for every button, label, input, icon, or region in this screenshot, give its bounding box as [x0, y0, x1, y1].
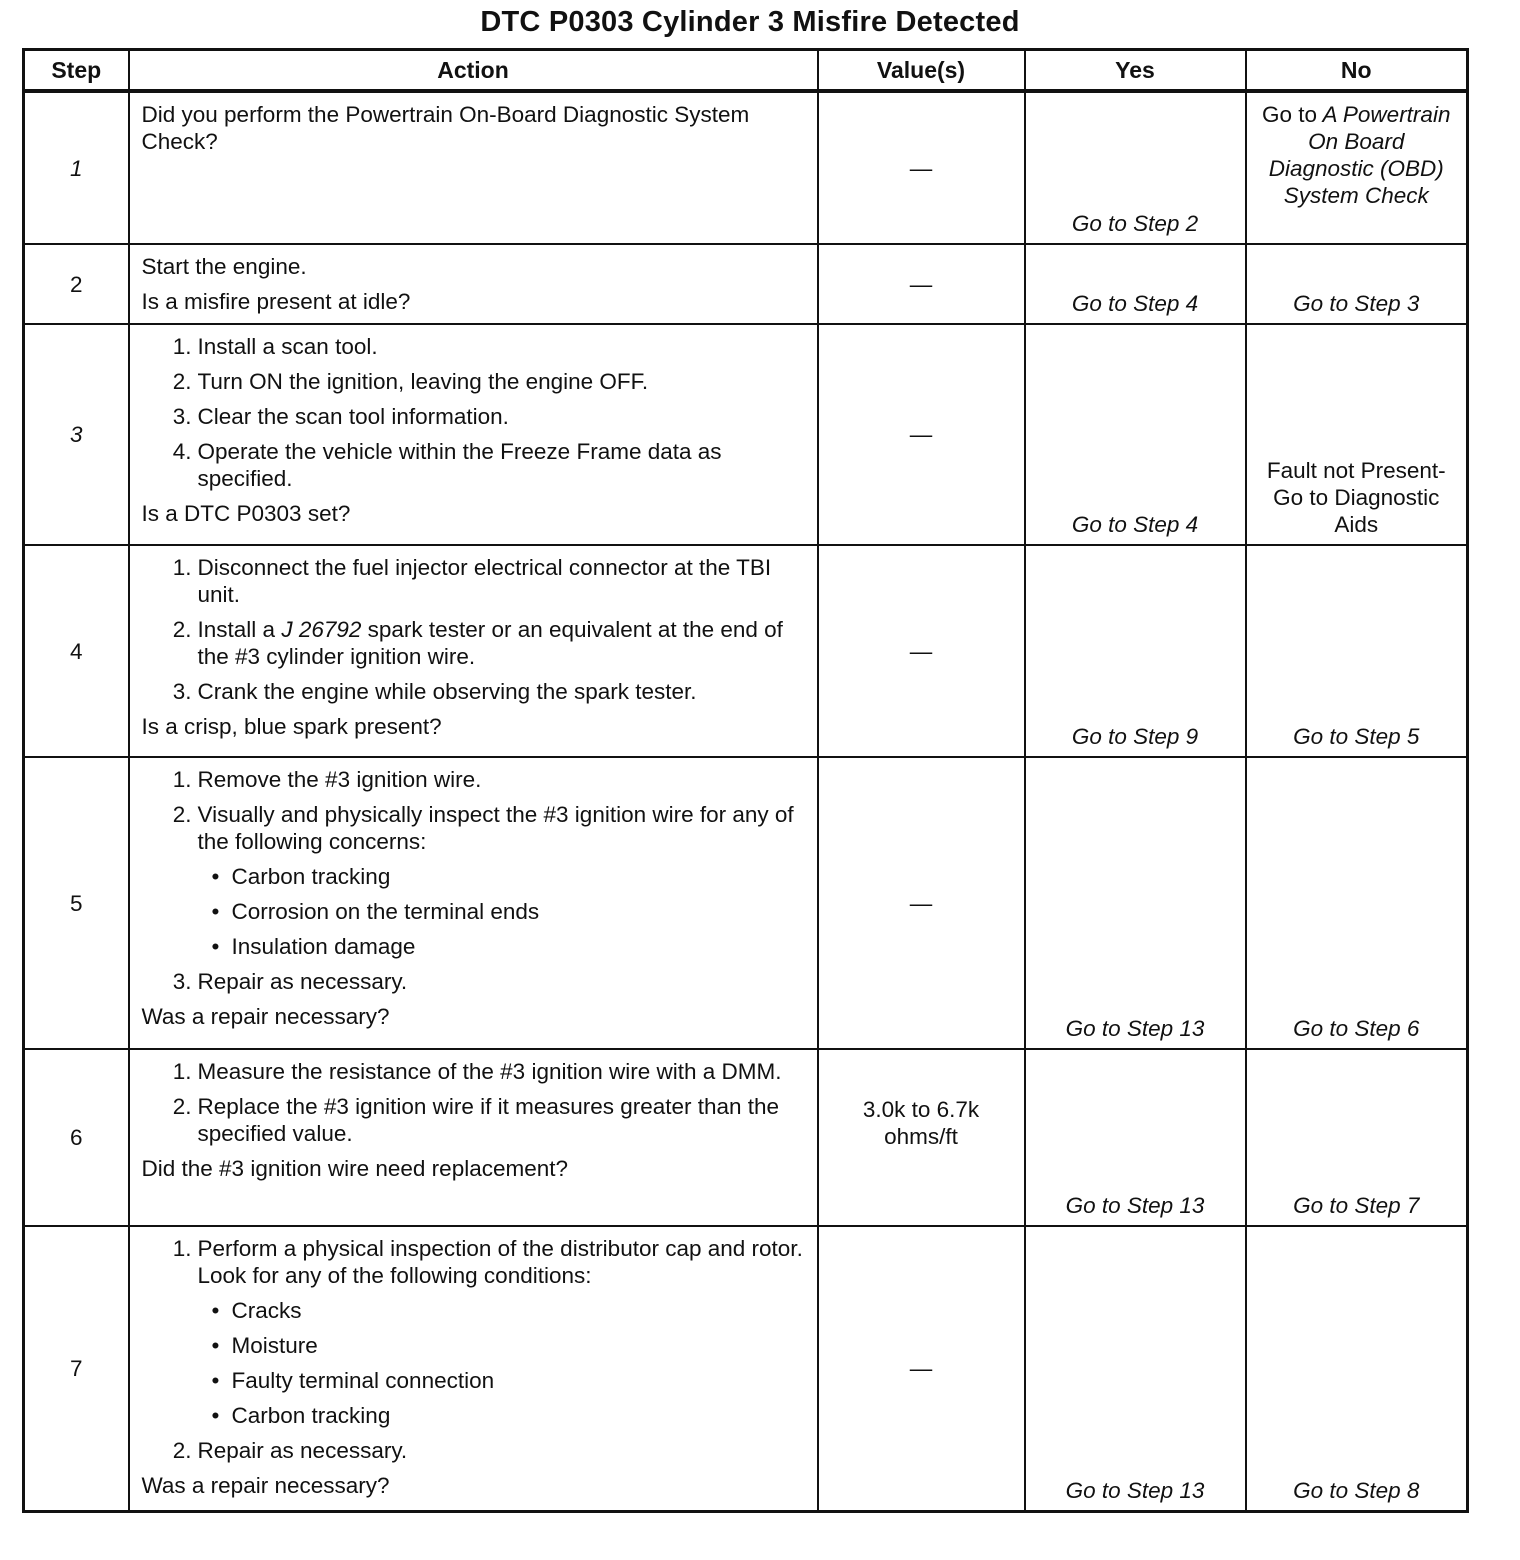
table-row	[24, 1226, 1468, 1511]
action-cell	[129, 545, 818, 757]
concern-item: • Carbon tracking	[232, 863, 805, 890]
action-text: Did you perform the Powertrain On-Board Diagnostic System Check?	[141, 102, 750, 154]
action-steps	[142, 554, 805, 705]
concern-item: • Insulation damage	[232, 933, 805, 960]
action-step: 2. Replace the #3 ignition wire if it measures greater than the specified value.	[172, 1094, 780, 1146]
action-step: 1. Install a scan tool.	[172, 334, 378, 359]
no-cell: Go to Step 6	[1246, 757, 1468, 1049]
action-step: 1. Perform a physical inspection of the distributor cap and rotor. Look for any of the following conditions: • Cracks • Moisture • Faulty terminal connection • Carbon tracking	[198, 1235, 805, 1429]
step-number: 5	[24, 757, 129, 1049]
condition-list	[198, 1297, 805, 1429]
diagnostic-table	[22, 48, 1469, 1513]
yes-cell: Go to Step 13	[1025, 757, 1246, 1049]
step-number: 2	[24, 244, 129, 324]
value-cell: —	[818, 91, 1025, 244]
action-question: Was a repair necessary?	[141, 1004, 390, 1029]
col-header-step: Step	[24, 50, 129, 92]
value-range: 3.0k to 6.7k ohms/ft	[862, 1096, 980, 1149]
action-question: Did the #3 ignition wire need replacement?	[141, 1156, 569, 1181]
condition-item: • Moisture	[232, 1332, 805, 1359]
yes-cell: Go to Step 13	[1025, 1049, 1246, 1226]
no-cell: Go to Step 5	[1246, 545, 1468, 757]
tool-number: J 26792	[281, 617, 362, 642]
table-row	[24, 324, 1468, 545]
col-header-no: No	[1246, 50, 1468, 92]
action-step: 2. Turn ON the ignition, leaving the engine OFF.	[172, 369, 649, 394]
col-header-values: Value(s)	[818, 50, 1025, 92]
yes-cell: Go to Step 4	[1025, 324, 1246, 545]
table-row	[24, 757, 1468, 1049]
action-intro: Start the engine.	[141, 254, 307, 279]
action-step: 1. Disconnect the fuel injector electrical connector at the TBI unit.	[172, 555, 772, 607]
no-cell	[1246, 91, 1468, 244]
action-step: 1. Measure the resistance of the #3 ignition wire with a DMM.	[172, 1059, 782, 1084]
action-steps	[142, 1058, 805, 1147]
action-step: 2. Repair as necessary.	[172, 1438, 408, 1463]
action-step: 4. Operate the vehicle within the Freeze Frame data as specified.	[172, 439, 722, 491]
value-cell: —	[818, 244, 1025, 324]
concern-item: • Corrosion on the terminal ends	[232, 898, 805, 925]
yes-cell: Go to Step 9	[1025, 545, 1246, 757]
action-cell	[129, 1049, 818, 1226]
yes-cell: Go to Step 2	[1025, 91, 1246, 244]
step-number: 7	[24, 1226, 129, 1511]
col-header-yes: Yes	[1025, 50, 1246, 92]
condition-item: • Faulty terminal connection	[232, 1367, 805, 1394]
condition-item: • Cracks	[232, 1297, 805, 1324]
action-cell	[129, 1226, 818, 1511]
action-step: 3. Repair as necessary.	[172, 969, 408, 994]
no-reference: A Powertrain On Board Diagnostic (OBD) System Check	[1268, 102, 1451, 208]
no-cell: Go to Step 7	[1246, 1049, 1468, 1226]
table-row	[24, 1049, 1468, 1226]
action-question: Was a repair necessary?	[141, 1473, 390, 1498]
value-cell: —	[818, 1226, 1025, 1511]
action-question: Is a DTC P0303 set?	[141, 501, 351, 526]
action-step: 2. Install a J 26792 spark tester or an equivalent at the end of the #3 cylinder ignition wire.	[172, 617, 783, 669]
value-cell	[818, 1049, 1025, 1226]
step-number: 4	[24, 545, 129, 757]
action-steps	[142, 1235, 805, 1464]
no-cell: Go to Step 8	[1246, 1226, 1468, 1511]
no-cell: Fault not Present-Go to Diagnostic Aids	[1246, 324, 1468, 545]
action-cell	[129, 324, 818, 545]
action-cell	[129, 91, 818, 244]
table-row	[24, 91, 1468, 244]
value-cell: —	[818, 324, 1025, 545]
condition-item: • Carbon tracking	[232, 1402, 805, 1429]
step-number: 3	[24, 324, 129, 545]
action-steps	[142, 333, 805, 492]
yes-cell: Go to Step 4	[1025, 244, 1246, 324]
action-step: 2. Visually and physically inspect the #3 ignition wire for any of the following concerns: • Carbon tracking • Corrosion on the terminal ends • Insulation damage	[198, 801, 805, 960]
table-row	[24, 545, 1468, 757]
yes-cell: Go to Step 13	[1025, 1226, 1246, 1511]
col-header-action: Action	[129, 50, 818, 92]
action-step: 3. Crank the engine while observing the spark tester.	[172, 679, 697, 704]
action-step: 3. Clear the scan tool information.	[172, 404, 509, 429]
no-prefix: Go to	[1262, 102, 1318, 127]
action-cell	[129, 757, 818, 1049]
action-cell	[129, 244, 818, 324]
page-title: DTC P0303 Cylinder 3 Misfire Detected	[480, 6, 1020, 38]
value-cell: —	[818, 545, 1025, 757]
value-cell: —	[818, 757, 1025, 1049]
action-question: Is a misfire present at idle?	[141, 289, 411, 314]
action-question: Is a crisp, blue spark present?	[141, 714, 442, 739]
action-steps	[142, 766, 805, 995]
no-cell: Go to Step 3	[1246, 244, 1468, 324]
step-number: 6	[24, 1049, 129, 1226]
action-step: 1. Remove the #3 ignition wire.	[172, 767, 482, 792]
concern-list	[198, 863, 805, 960]
table-row	[24, 244, 1468, 324]
header-row	[24, 50, 1468, 92]
step-number: 1	[24, 91, 129, 244]
